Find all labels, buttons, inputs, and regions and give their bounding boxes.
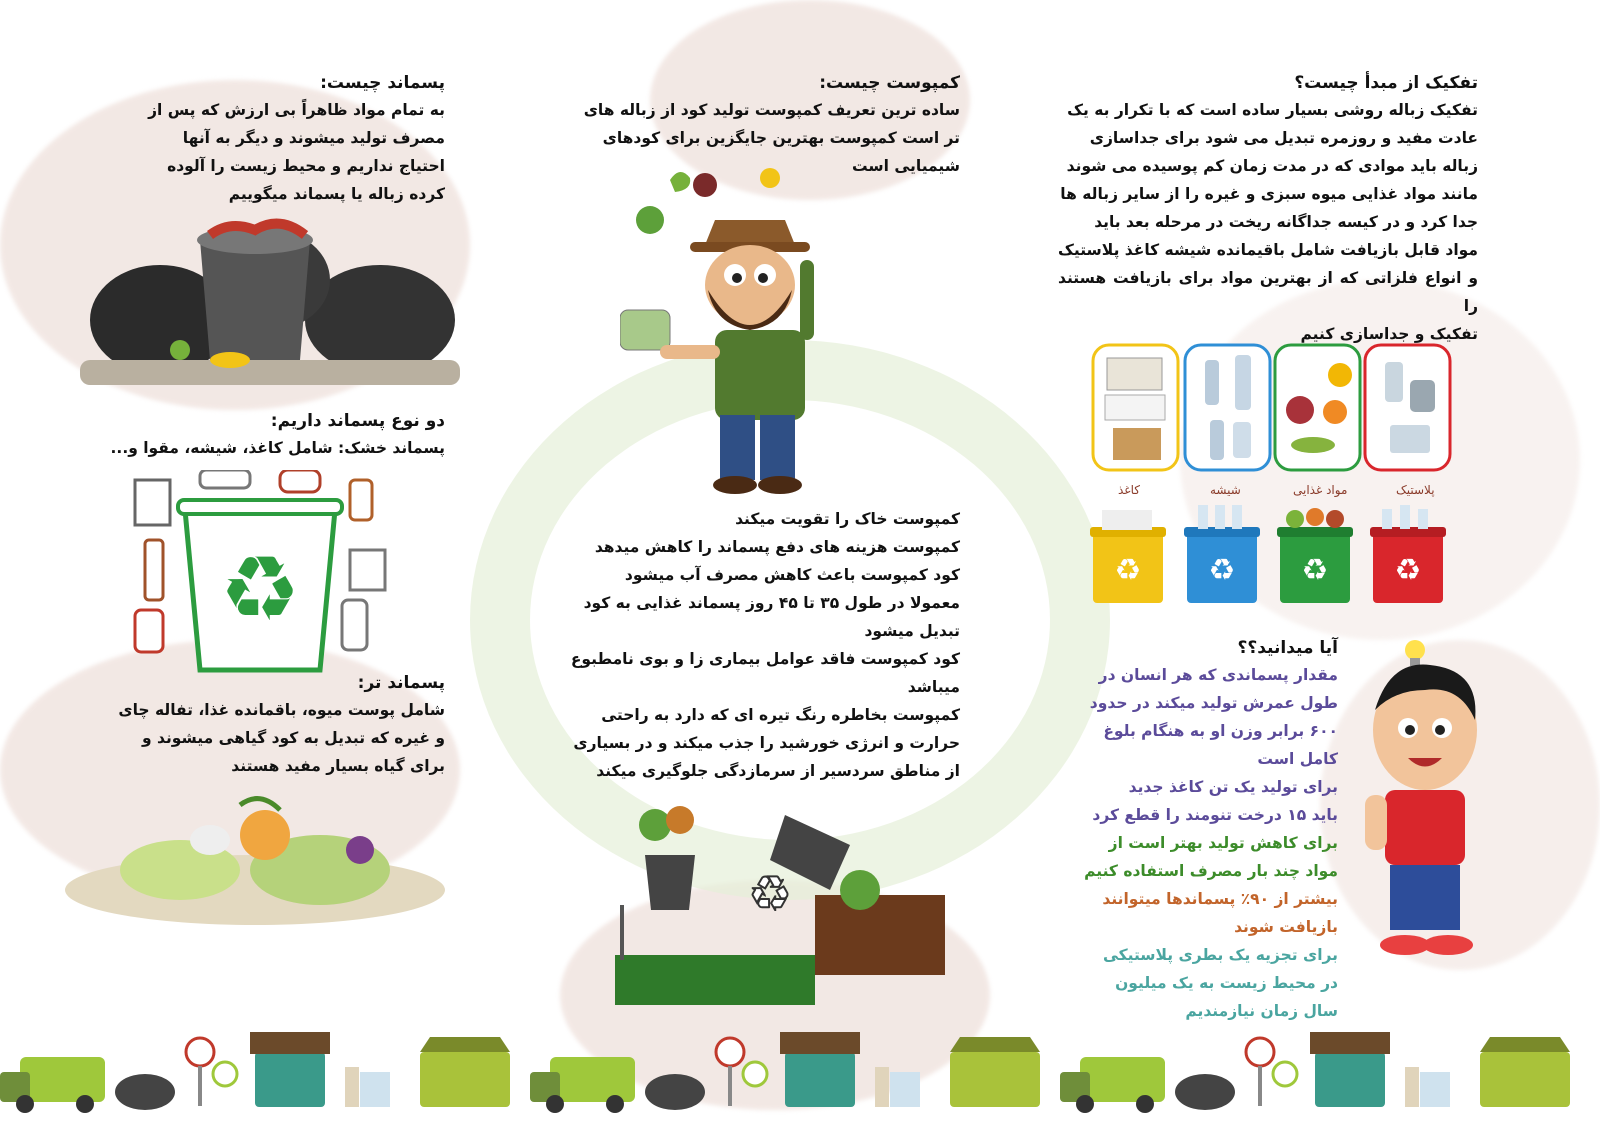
dry-waste-text: پسماند خشک: شامل کاغذ، شیشه، مقوا و... bbox=[110, 439, 445, 457]
fact-text: بیشتر از ۹۰٪ پسماندها میتوانند بازیافت شوند bbox=[1102, 890, 1338, 936]
red-bin-icon bbox=[1370, 505, 1446, 603]
recycle-bin-illustration bbox=[130, 470, 390, 675]
separation-text: تفکیک زباله روشی بسیار ساده است که با تکرار به یک عادت مفید و روزمره تبدیل می شود برای جداسازی زباله باید موادی که در مدت زمان کم پوسیده می شوند مانند مواد غذایی میوه سبزی و غیره را از سایر زباله ها جدا کرد و در کیسه جداگانه ریخت در مرحله بعد باید مواد قابل بازیافت شامل باقیمانده شیشه کاغذ پلاستیک و انواع فلزاتی که از بهترین مواد برای بازیافت هستند را تفکیک و جداسازی کنیم bbox=[1058, 101, 1478, 343]
compost-benefits-text: کمپوست خاک را تقویت میکند کمپوست هزینه های دفع پسماند را کاهش میدهد کود کمپوست باعث کاهش مصرف آب میشود معمولا در طول ۳۵ تا ۴۵ روز پسماند غذایی به کود تبدیل میشود کود کمپوست فاقد عوامل بیماری زا و بوی نامطبوع میباشد کمپوست بخاطره رنگ تیره ای که دارد به راحتی حرارت و انرژی خورشید را جذب میکند و در بسیاری از مناطق سردسیر از سرمازدگی جلوگیری میکند bbox=[570, 510, 960, 780]
category-label-plastic: پلاستیک bbox=[1396, 483, 1435, 497]
farmer-man-illustration bbox=[620, 160, 860, 500]
waste-types-section bbox=[100, 408, 445, 462]
waste-category-cards bbox=[1085, 340, 1460, 480]
svg-text:♻: ♻ bbox=[1114, 553, 1142, 588]
recycling-bins bbox=[1090, 505, 1460, 615]
wet-waste-text: شامل پوست میوه، باقمانده غذا، تفاله چای و غیره که تبدیل به کود گیاهی میشوند و برای گیاه بسیار مفید هستند bbox=[118, 701, 445, 775]
wet-waste-section bbox=[75, 670, 445, 780]
category-label-food: مواد غذایی bbox=[1293, 483, 1348, 497]
blue-bin-icon bbox=[1184, 505, 1260, 603]
fact-text: مقدار پسماندی که هر انسان در طول عمرش تولید میکند در حدود ۶۰۰ برابر وزن او به هنگام بلوغ کامل است bbox=[1089, 666, 1338, 768]
trash-pile-illustration bbox=[80, 210, 460, 385]
fact-text: برای تولید یک تن کاغذ جدید باید ۱۵ درخت تنومند را قطع کرد bbox=[1092, 778, 1338, 824]
did-you-know-section bbox=[1048, 635, 1338, 1025]
separation-title: تفکیک از مبدأ چیست؟ bbox=[1294, 73, 1478, 93]
compost-text: ساده ترین تعریف کمپوست تولید کود از زباله های تر است کمپوست بهترین جایگزین برای کودهای شیمیایی است bbox=[583, 101, 960, 175]
vegetable-scraps-illustration bbox=[60, 790, 445, 925]
yellow-bin-icon bbox=[1090, 510, 1166, 603]
compost-cycle-illustration bbox=[615, 795, 955, 1010]
compost-benefits bbox=[540, 505, 960, 785]
wet-waste-title: پسماند تر: bbox=[357, 673, 445, 693]
waste-text: به تمام مواد ظاهراً بی ارزش که پس از مصرف تولید میشوند و دیگر به آنها احتیاج نداریم و محیط زیست را آلوده کرده زباله یا پسماند میگوییم bbox=[148, 101, 445, 203]
svg-text:♻: ♻ bbox=[748, 866, 792, 922]
did-you-know-title: آیا میدانید؟؟ bbox=[1237, 638, 1338, 658]
svg-text:♻: ♻ bbox=[1301, 553, 1329, 588]
fact-text: برای کاهش تولید بهتر است از مواد چند بار مصرف استفاده کنیم bbox=[1084, 834, 1338, 880]
waste-types-title: دو نوع پسماند داریم: bbox=[270, 411, 445, 431]
svg-text:♻: ♻ bbox=[1394, 553, 1422, 588]
svg-text:♻: ♻ bbox=[1208, 553, 1236, 588]
footer-illustration-strip bbox=[0, 1012, 1600, 1117]
waste-title: پسماند چیست: bbox=[320, 73, 445, 93]
category-label-paper: کاغذ bbox=[1118, 483, 1140, 497]
svg-text:♻: ♻ bbox=[219, 537, 301, 642]
green-bin-icon bbox=[1277, 508, 1353, 603]
category-label-glass: شیشه bbox=[1210, 483, 1241, 497]
boy-illustration bbox=[1330, 640, 1490, 970]
compost-title: کمپوست چیست: bbox=[819, 73, 960, 93]
separation-section bbox=[1058, 70, 1478, 348]
fact-text: برای تجزیه یک بطری پلاستیکی در محیط زیست به یک میلیون سال زمان نیازمندیم bbox=[1102, 946, 1338, 1020]
waste-section bbox=[100, 70, 445, 208]
